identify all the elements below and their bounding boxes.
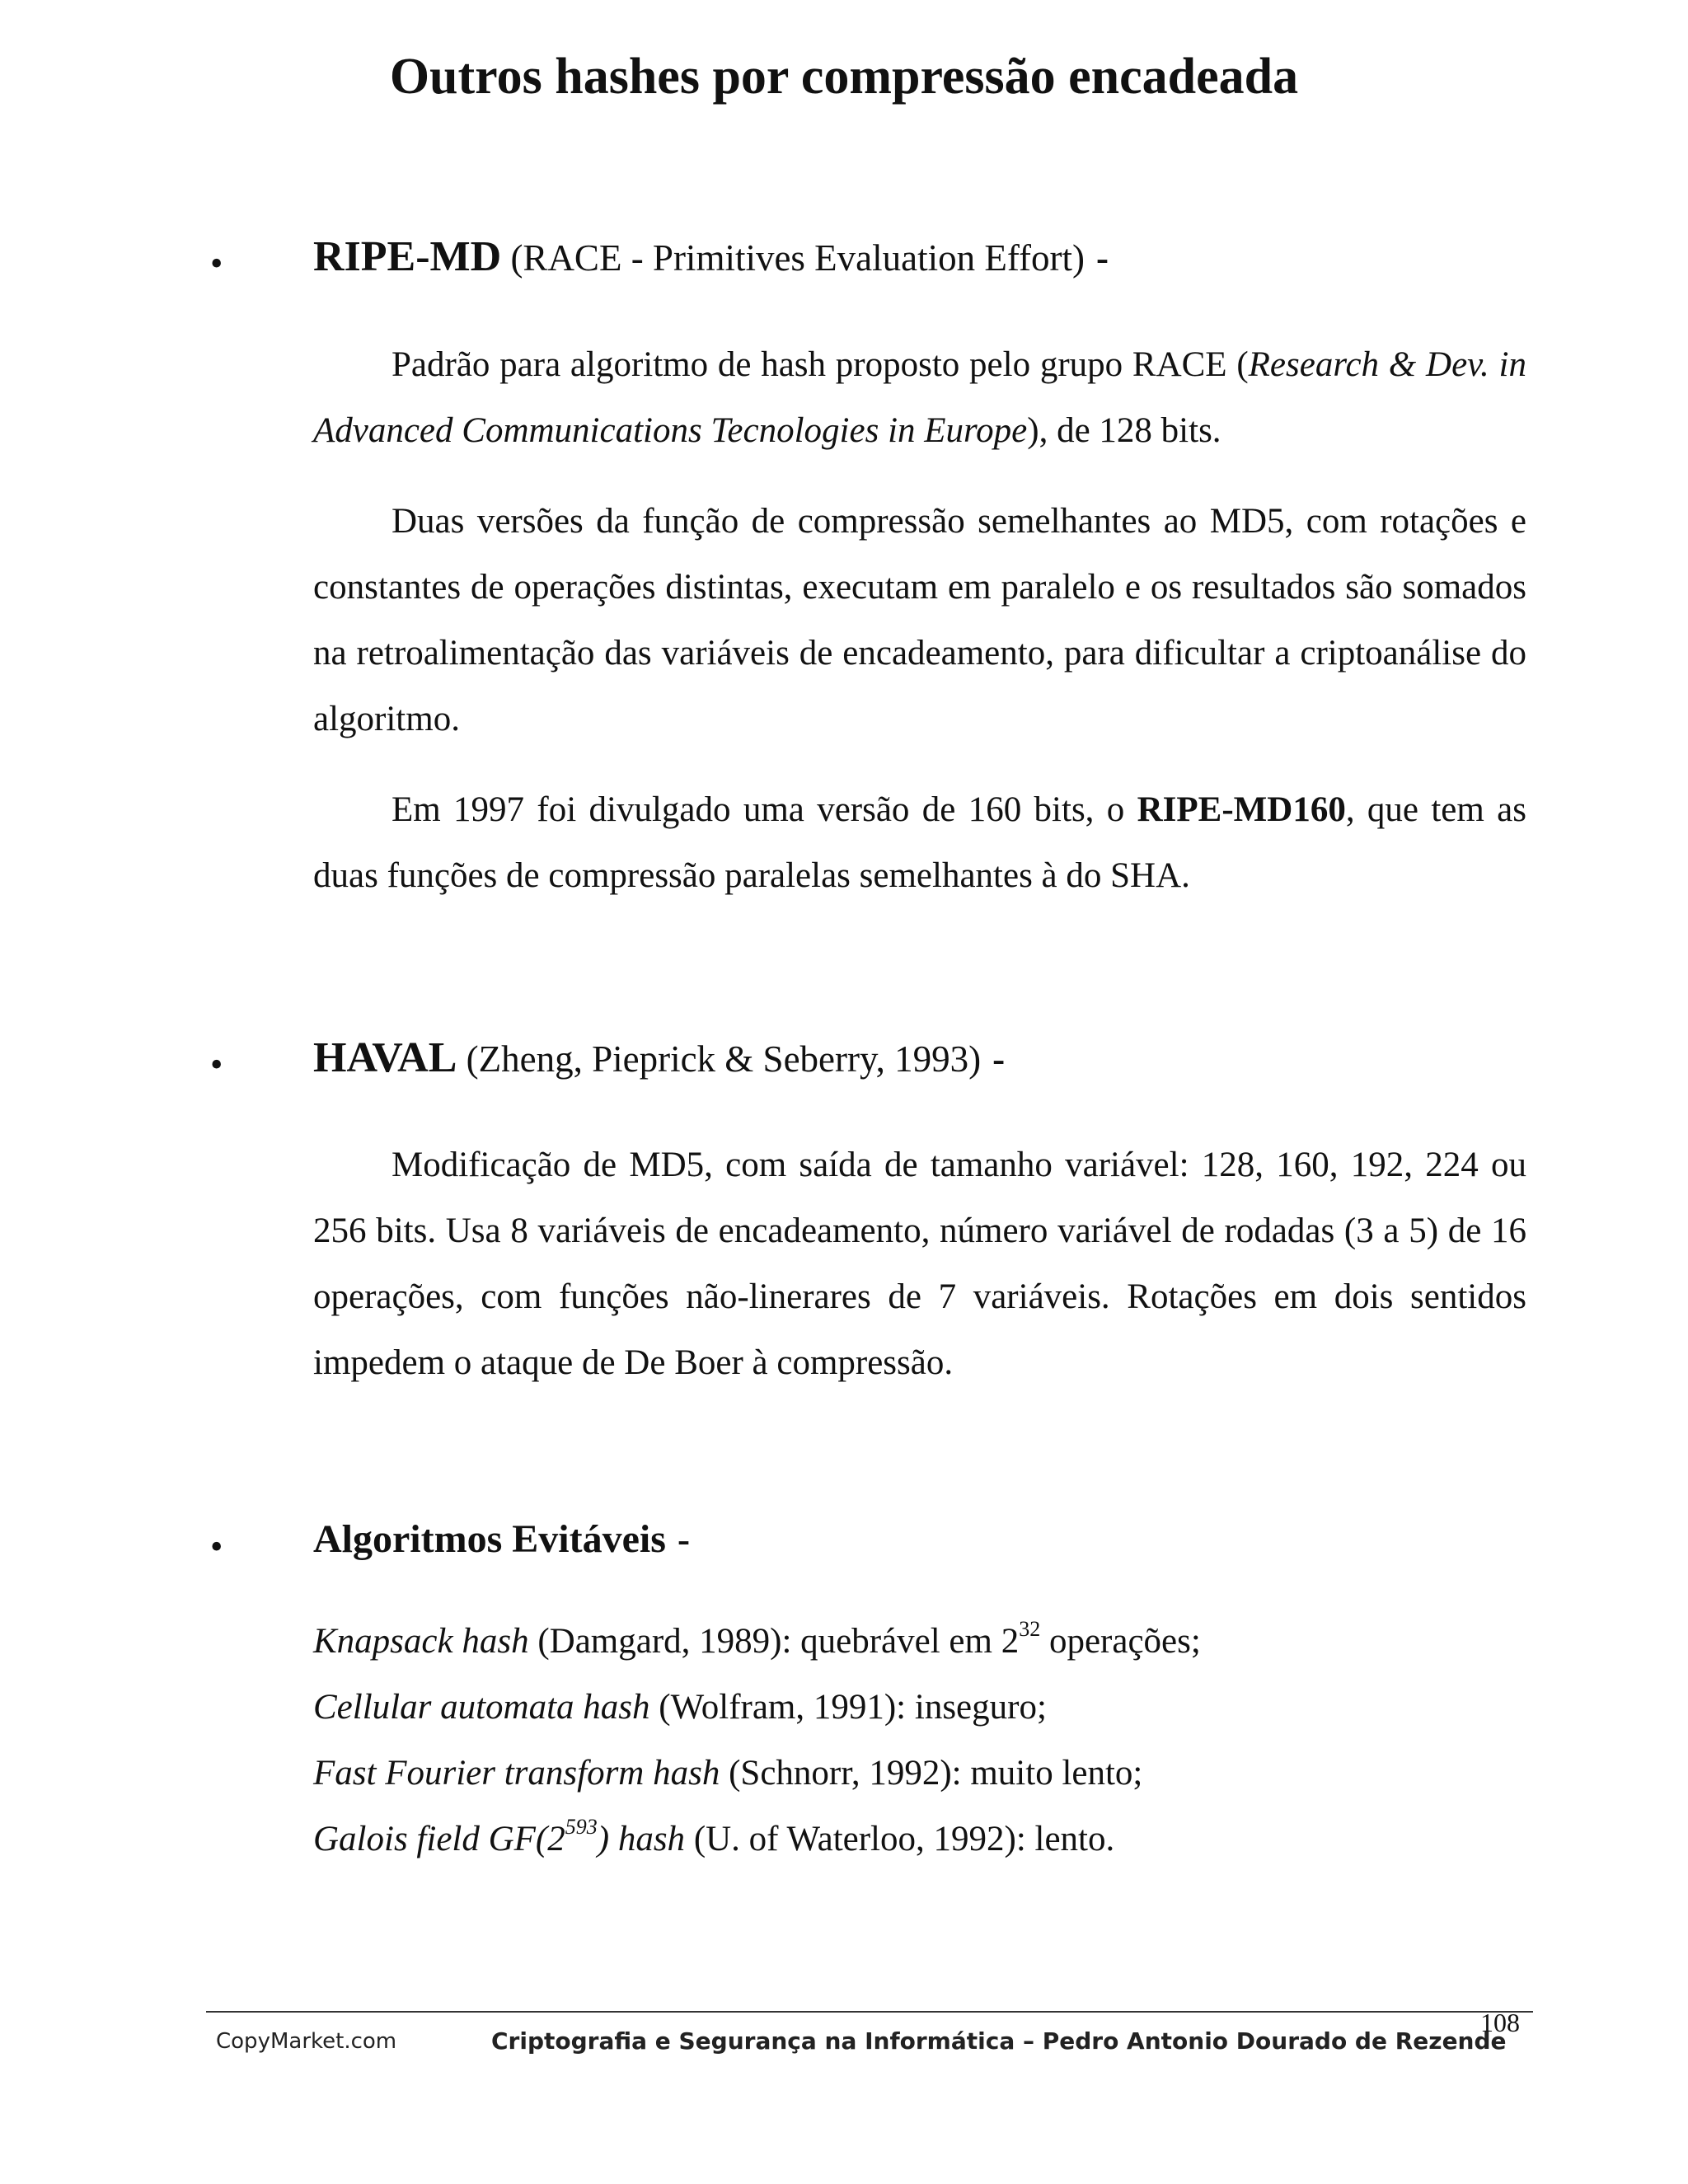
algorithm-name (313, 1815, 686, 1858)
paragraph-haval: Modificação de MD5, com saída de tamanho variável: 128, 160, 192, 224 ou 256 bits. Usa 8 variáveis de encadeamento, número variável de rodadas (3 a 5) de 16 operações, com funções não-linerares de 7 variáveis. Rotações em dois sentidos impedem o ataque de De Boer à compressão. (313, 1146, 1526, 1382)
paragraph-text: Padrão para algoritmo de hash proposto pelo grupo RACE ( (392, 345, 1249, 384)
paragraph-ripe-md-3 (313, 777, 1526, 909)
algorithm-name-part: Galois field GF(2 (313, 1820, 565, 1858)
page-number: 108 (1480, 2008, 1520, 2037)
section-heading-haval (313, 1033, 1005, 1082)
exponent: 593 (565, 1815, 598, 1839)
page-title: Outros hashes por compressão encadeada (389, 49, 1299, 105)
section-term: RIPE-MD (313, 233, 502, 280)
section-heading-algoritmos-evitaveis (313, 1516, 690, 1562)
exponent: 32 (1019, 1617, 1041, 1641)
algorithm-description: (Wolfram, 1991): inseguro; (649, 1688, 1047, 1727)
section-dash: - (677, 1519, 690, 1560)
list-item (313, 1609, 1526, 1675)
algorithm-description: (U. of Waterloo, 1992): lento. (685, 1820, 1115, 1858)
footer-publisher: CopyMarket.com (216, 2029, 397, 2054)
paragraph-text: ), de 128 bits. (1027, 411, 1221, 450)
section-subtitle: (RACE - Primitives Evaluation Effort) (510, 237, 1085, 279)
section-term: HAVAL (313, 1034, 457, 1081)
algorithm-name-part: ) hash (597, 1820, 686, 1858)
section-dash: - (1096, 237, 1109, 279)
section-heading-ripe-md (313, 232, 1109, 281)
paragraph-ripe-md-2: Duas versões da função de compressão semelhantes ao MD5, com rotações e constantes de operações distintas, executam em paralelo e os resultados são somados na retroalimentação das variáveis de encadeamento, para dificultar a criptoanálise do algoritmo. (313, 502, 1526, 738)
footer-divider (206, 2011, 1533, 2013)
list-item (313, 1675, 1526, 1741)
paragraph-text: , que tem as duas funções de compressão paralelas semelhantes à do SHA. (313, 790, 1526, 895)
list-item (313, 1741, 1526, 1807)
paragraph-text: Em 1997 foi divulgado uma versão de 160 bits, o (392, 790, 1137, 829)
algorithm-name: Knapsack hash (313, 1622, 529, 1661)
paragraph-italic-text: Research & Dev. in Advanced Communications Tecnologies in Europe (313, 345, 1526, 450)
algorithm-name: Fast Fourier transform hash (313, 1754, 720, 1793)
section-subtitle: (Zheng, Pieprick & Seberry, 1993) (466, 1038, 982, 1080)
paragraph-bold-text: RIPE-MD160 (1137, 790, 1346, 829)
algorithm-description: (Damgard, 1989): quebrável em 2 (528, 1622, 1020, 1661)
bullet-icon: • (210, 243, 223, 284)
section-dash: - (992, 1038, 1006, 1080)
list-item (313, 1807, 1526, 1872)
bullet-icon: • (210, 1044, 223, 1085)
footer-book-title: Criptografia e Segurança na Informática – Pedro Antonio Dourado de Rezende (491, 2027, 1507, 2055)
section-term: Algoritmos Evitáveis (313, 1517, 666, 1561)
algorithm-name: Cellular automata hash (313, 1688, 650, 1727)
bullet-icon: • (210, 1526, 223, 1567)
avoidable-algorithms-list (313, 1609, 1526, 1872)
algorithm-description: (Schnorr, 1992): muito lento; (720, 1754, 1143, 1793)
algorithm-description-tail: operações; (1040, 1622, 1201, 1661)
paragraph-ripe-md-1 (313, 332, 1526, 464)
